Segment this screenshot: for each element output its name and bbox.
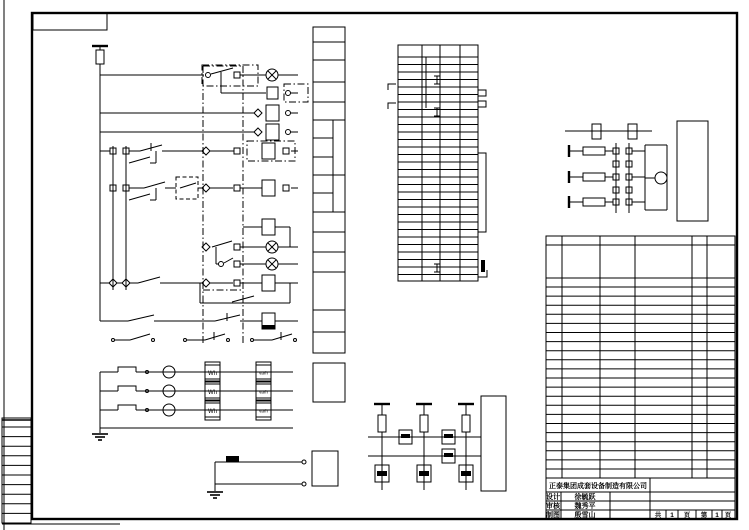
- varh-label: varh: [259, 408, 268, 414]
- pt-leg: [458, 404, 474, 490]
- control-ladder-schematic: [92, 46, 308, 345]
- ground-icon: [92, 434, 108, 440]
- ladder-rung: [100, 124, 298, 140]
- fuse-symbol: [378, 415, 386, 432]
- title-block: [546, 478, 735, 519]
- pt-leg: [374, 404, 390, 490]
- pt-leg: [416, 404, 432, 490]
- ladder-rung: [202, 241, 298, 264]
- energy-meter-circuit: [92, 362, 293, 440]
- meter-phase: [100, 400, 293, 420]
- fuse-symbol: [583, 198, 605, 206]
- coil-symbol: [262, 180, 275, 196]
- pages-total-unit: 页: [683, 512, 691, 519]
- meter-phase: [100, 362, 293, 382]
- coil-symbol: [266, 105, 279, 121]
- ct-branch: [569, 171, 613, 183]
- ground-icon: [207, 492, 223, 498]
- coil-symbol: [262, 219, 275, 235]
- lamp-icon: [266, 258, 278, 270]
- coil-symbol: [266, 124, 279, 140]
- person-name: 魏秀平: [574, 503, 596, 510]
- ladder-rung: [100, 105, 298, 121]
- ladder-rung: [100, 313, 298, 329]
- varh-label: varh: [259, 370, 268, 376]
- sheet-corner-box: [33, 13, 107, 30]
- meter-dial-icon: [655, 172, 667, 184]
- wh-label: Wh: [208, 390, 217, 396]
- spare-contact-symbols: [112, 332, 297, 342]
- fuse-symbol: [583, 173, 605, 181]
- aux-ground-circuit: [207, 451, 338, 498]
- ladder-rung: [100, 275, 298, 303]
- ladder-rung: [216, 258, 298, 270]
- varh-label: varh: [259, 389, 268, 395]
- spare-terminal-box: [313, 363, 345, 402]
- role-label: 审核: [546, 503, 560, 510]
- person-name: 殷雪山: [574, 512, 596, 519]
- wh-label: Wh: [208, 371, 217, 377]
- ct-branch: [569, 196, 613, 208]
- jumper-mark: [434, 264, 440, 272]
- ladder-rung: [243, 219, 290, 247]
- pages-total-num: 1: [670, 512, 674, 519]
- role-label: 制图: [546, 512, 560, 519]
- ladder-rung: [100, 68, 298, 93]
- ct-selector-circuit: [565, 121, 708, 221]
- voltage-metering-circuit: [368, 396, 506, 491]
- lamp-icon: [266, 241, 278, 253]
- coil-symbol: [262, 143, 275, 159]
- ladder-rung: [110, 177, 298, 200]
- lamp-icon: [266, 69, 278, 81]
- terminal-column: [313, 27, 345, 402]
- ladder-rung: [221, 87, 298, 99]
- wh-label: Wh: [208, 409, 217, 415]
- role-label: 设计: [546, 494, 560, 501]
- ladder-rung: [100, 141, 298, 163]
- instrument-panel-box: [677, 121, 708, 221]
- ct-branch: [569, 145, 613, 157]
- wiring-list-table: [388, 45, 487, 281]
- instrument-panel-box: [481, 396, 506, 491]
- pages-total-label: 共: [654, 512, 662, 519]
- page-num: 1: [715, 512, 719, 519]
- fuse-symbol: [583, 147, 605, 155]
- spare-terminal-box: [312, 451, 338, 486]
- bom-table: [546, 236, 735, 478]
- fuse-symbol: [462, 415, 470, 432]
- company-name: 正泰集团成套设备制造有限公司: [549, 483, 647, 490]
- component-mark: [226, 456, 239, 462]
- fuse-symbol: [92, 46, 108, 64]
- meter-phase: [100, 381, 293, 401]
- fuse-symbol: [420, 415, 428, 432]
- person-name: 徐毓跃: [574, 494, 596, 501]
- page-unit: 页: [724, 512, 732, 519]
- revision-strip: [2, 418, 31, 523]
- coil-symbol: [267, 87, 278, 99]
- coil-symbol: [262, 275, 275, 291]
- page-label: 第: [700, 512, 708, 519]
